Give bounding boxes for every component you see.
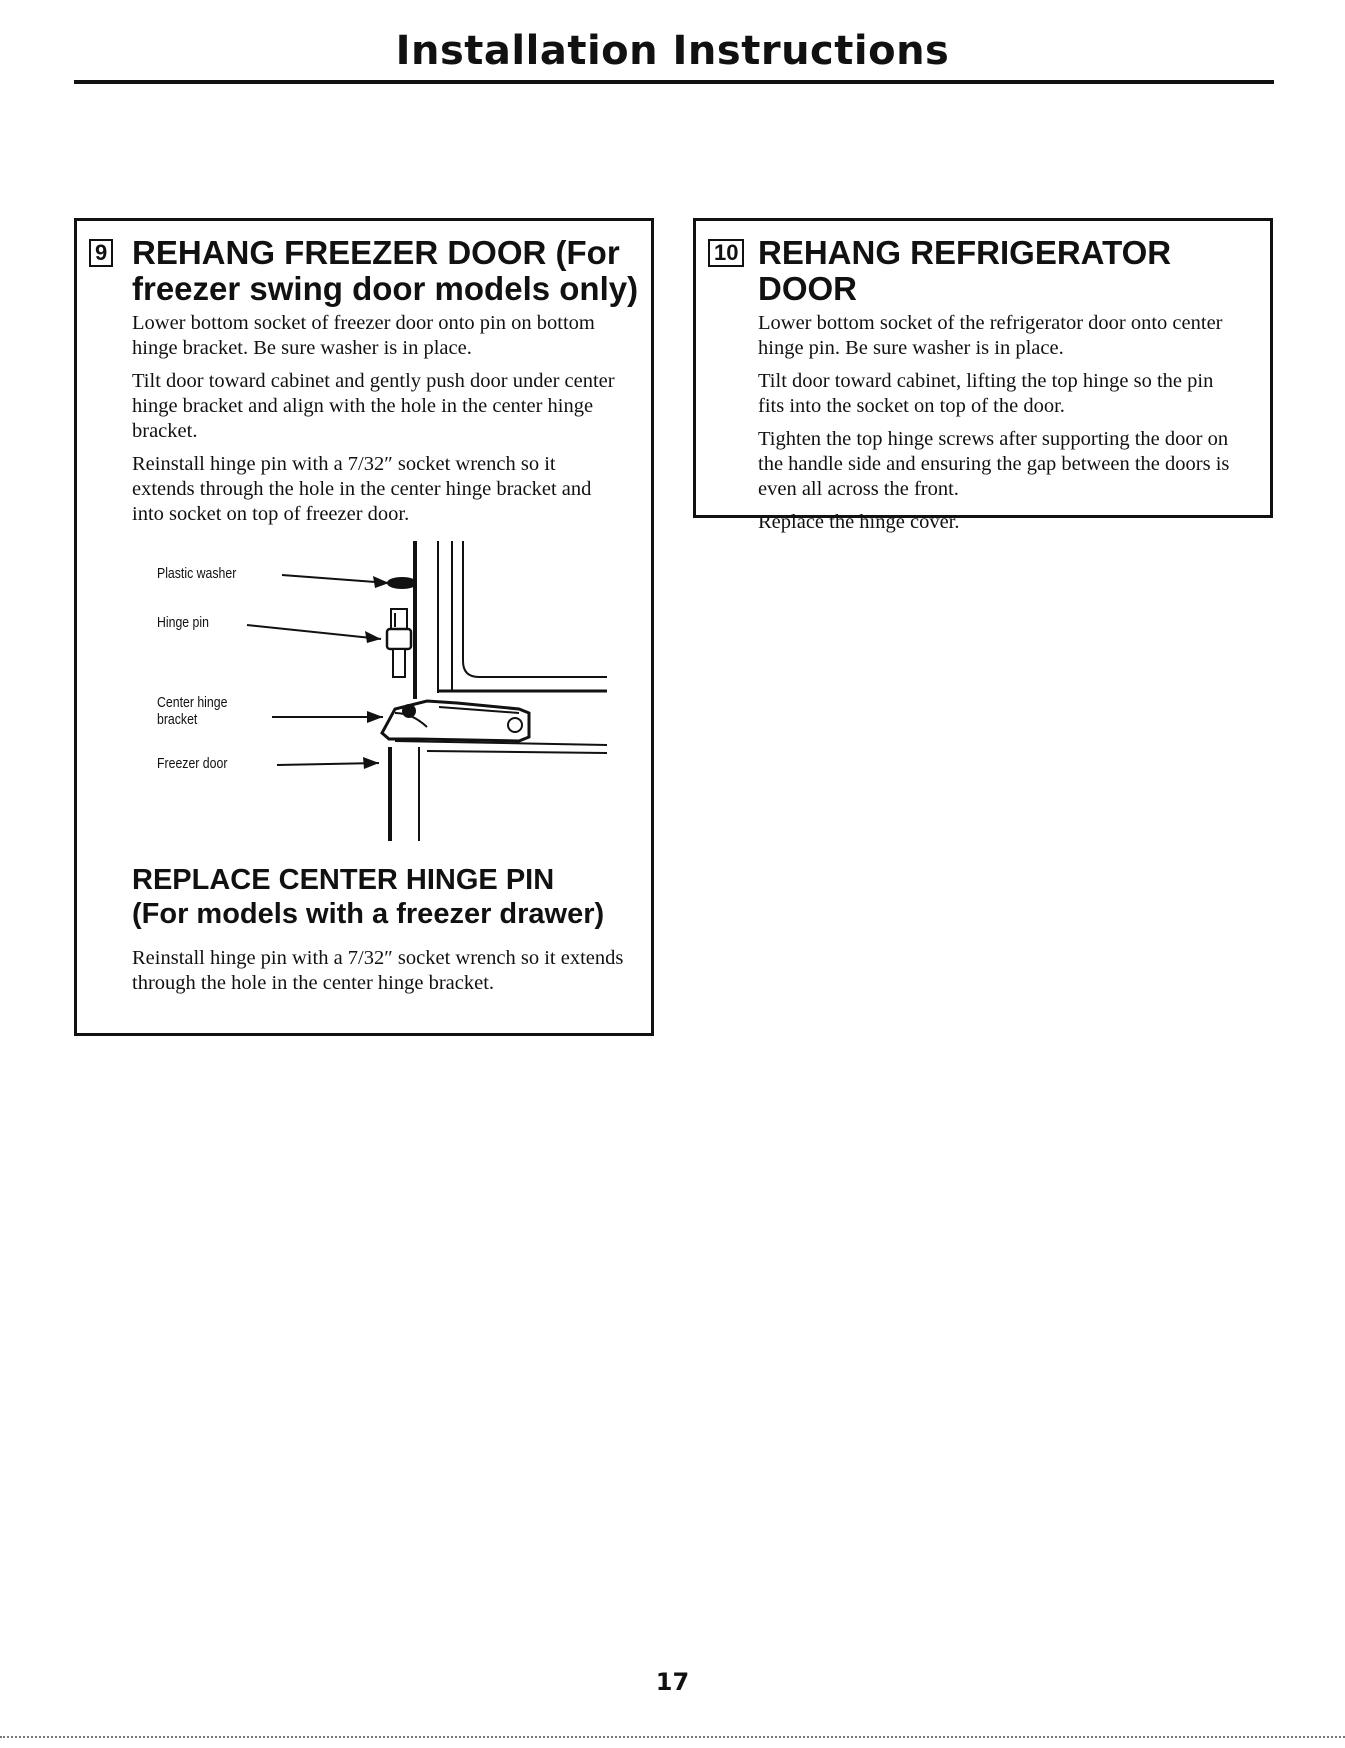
label-center-hinge: Center hinge — [157, 694, 228, 711]
step-9-paragraph-1: Lower bottom socket of freezer door onto pin on bottom hinge bracket. Be sure washer is in place. — [132, 312, 595, 359]
title-rule — [74, 80, 1274, 84]
step-10-title: REHANG REFRIGERATOR DOOR — [758, 234, 1172, 307]
replace-pin-heading — [132, 863, 604, 931]
bottom-rule — [0, 1736, 1345, 1738]
step-10-heading — [696, 235, 1270, 307]
step-9-paragraph-2: Tilt door toward cabinet and gently push door under center hinge bracket and align with the hole in the center hinge bracket. — [132, 370, 615, 442]
step-9-number: 9 — [89, 239, 113, 267]
step-9-title-line1: REHANG FREEZER DOOR (For — [132, 234, 620, 271]
step-10-number: 10 — [708, 239, 744, 267]
label-freezer-door: Freezer door — [157, 755, 228, 772]
replace-pin-paragraph: Reinstall hinge pin with a 7/32″ socket wrench so it extends through the hole in the center hinge bracket. — [132, 947, 624, 994]
step-10-body — [758, 311, 1242, 535]
replace-pin-title-line2: (For models with a freezer drawer) — [132, 898, 605, 930]
step-10-paragraph-3: Tighten the top hinge screws after supporting the door on the handle side and ensuring the gap between the doors is even all across the front. — [758, 428, 1230, 500]
hinge-diagram-drawing — [127, 541, 607, 841]
step-10-panel — [693, 218, 1273, 533]
replace-pin-title-line1: REPLACE CENTER HINGE PIN — [132, 864, 555, 896]
label-hinge-pin: Hinge pin — [157, 614, 209, 631]
hinge-diagram — [127, 541, 607, 841]
replace-pin-body — [132, 946, 632, 1004]
step-9-panel — [74, 218, 654, 1036]
step-9-title-line2: freezer swing door models only) — [132, 270, 639, 307]
page-title: Installation Instructions — [395, 28, 950, 74]
step-10-paragraph-2: Tilt door toward cabinet, lifting the top hinge so the pin fits into the socket on top of the door. — [758, 370, 1214, 417]
step-9-body — [132, 311, 623, 527]
page-number: 17 — [655, 1668, 690, 1696]
label-plastic-washer: Plastic washer — [157, 565, 237, 582]
step-10-paragraph-4: Replace the hinge cover. — [758, 511, 960, 533]
step-9-paragraph-3: Reinstall hinge pin with a 7/32″ socket wrench so it extends through the hole in the center hinge bracket and into socket on top of freezer door. — [132, 453, 592, 525]
step-10-paragraph-1: Lower bottom socket of the refrigerator door onto center hinge pin. Be sure washer is in place. — [758, 312, 1223, 359]
step-9-heading — [77, 235, 651, 307]
label-center-hinge-bracket: bracket — [157, 711, 198, 728]
